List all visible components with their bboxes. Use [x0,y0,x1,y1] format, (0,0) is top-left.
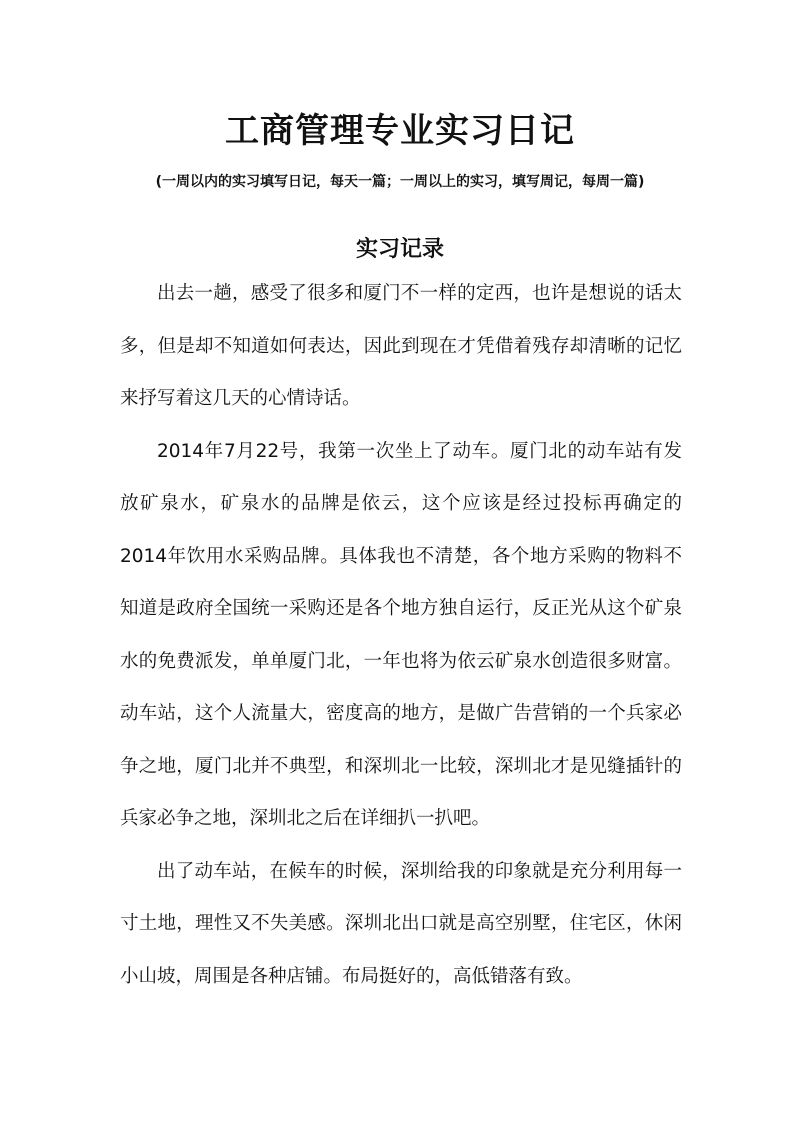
section-heading: 实习记录 [355,237,444,262]
paragraph-2: 2014年7月22号，我第一次坐上了动车。厦门北的动车站有发放矿泉水，矿泉水的品牌是依云，这个应该是经过投标再确定的2014年饮用水采购品牌。具体我也不清楚，各个地方采购的物料不知道是政府全国统一采购还是各个地方独自运行，反正光从这个矿泉水的免费派发，单单厦门北，一年也将为依云矿泉水创造很多财富。动车站，这个人流量大，密度高的地方，是做广告营销的一个兵家必争之地，厦门北并不典型，和深圳北一比较，深圳北才是见缝插针的兵家必争之地，深圳北之后在详细扒一扒吧。 [120,440,682,829]
document-subtitle: (一周以内的实习填写日记，每天一篇；一周以上的实习，填写周记，每周一篇) [155,174,645,190]
document-title: 工商管理专业实习日记 [225,111,575,151]
body-text [120,268,682,1003]
paragraph-1: 出去一趟，感受了很多和厦门不一样的定西，也许是想说的话太多，但是却不知道如何表达，因此到现在才凭借着残存却清晰的记忆来抒写着这几天的心情诗话。 [120,283,682,409]
paragraph-3: 出了动车站，在候车的时候，深圳给我的印象就是充分利用每一寸土地，理性又不失美感。深圳北出口就是高空别墅，住宅区，休闲小山坡，周围是各种店铺。布局挺好的，高低错落有致。 [120,860,682,987]
